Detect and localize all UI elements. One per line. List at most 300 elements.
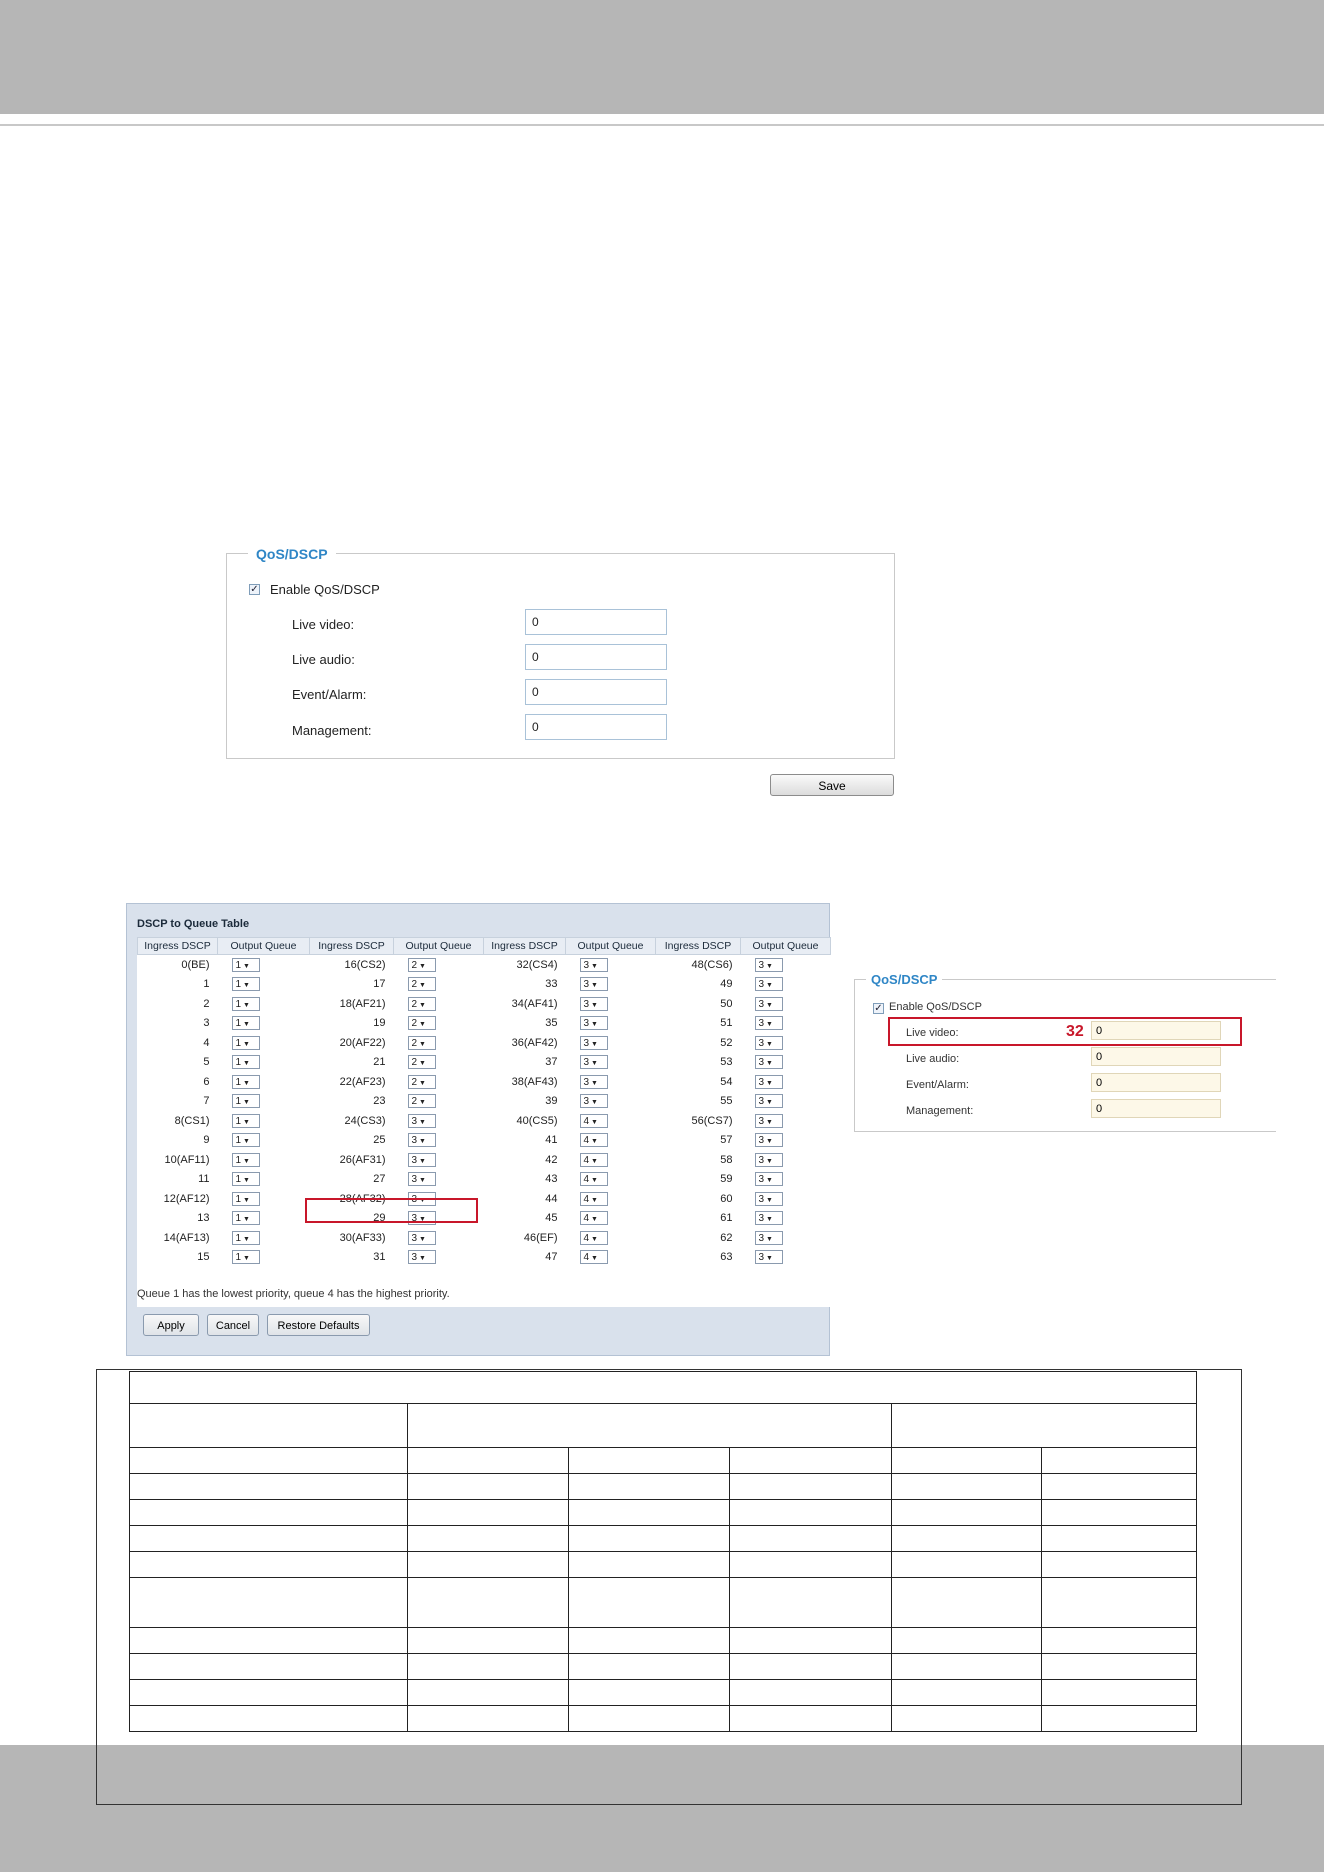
output-queue-select[interactable] — [232, 1133, 260, 1147]
header-band — [0, 0, 1324, 114]
output-queue-value: 4 — [583, 1174, 590, 1186]
output-queue-select[interactable] — [580, 1055, 608, 1069]
output-queue-value: 3 — [758, 1076, 765, 1088]
ingress-dscp-cell: 7 — [203, 1095, 210, 1108]
output-queue-cell — [566, 1150, 656, 1170]
output-queue-select[interactable] — [755, 1211, 783, 1225]
output-queue-cell — [741, 1111, 831, 1131]
output-queue-cell — [394, 1092, 484, 1112]
ingress-dscp-cell: 30(AF33) — [339, 1231, 386, 1244]
output-queue-select[interactable] — [232, 1172, 260, 1186]
output-queue-select[interactable] — [408, 1153, 436, 1167]
table-row — [130, 1372, 1197, 1404]
table-row — [130, 1404, 1197, 1448]
output-queue-value: 2 — [411, 1096, 418, 1108]
ingress-dscp-cell: 55 — [720, 1095, 733, 1108]
output-queue-select[interactable] — [755, 997, 783, 1011]
dropdown-arrow-icon: ▼ — [241, 1118, 250, 1126]
table-cell — [130, 1552, 408, 1578]
output-queue-cell — [566, 955, 656, 975]
apply-button[interactable]: Apply — [143, 1314, 199, 1336]
output-queue-value: 1 — [235, 979, 242, 991]
output-queue-value: 3 — [411, 1174, 418, 1186]
output-queue-select[interactable] — [580, 1172, 608, 1186]
output-queue-cell — [566, 1209, 656, 1229]
table-cell — [130, 1372, 1197, 1404]
output-queue-select[interactable] — [408, 1094, 436, 1108]
dropdown-arrow-icon: ▼ — [241, 1235, 250, 1243]
ingress-dscp-cell: 5 — [203, 1056, 210, 1069]
ingress-dscp-cell: 2 — [203, 997, 210, 1010]
dropdown-arrow-icon: ▼ — [589, 1079, 598, 1087]
ingress-dscp-cell: 14(AF13) — [163, 1231, 210, 1244]
output-queue-select[interactable] — [755, 1192, 783, 1206]
dscp-table-row — [138, 1150, 831, 1170]
dscp-table-row — [138, 1228, 831, 1248]
output-queue-select[interactable] — [232, 1016, 260, 1030]
dscp-table-row — [138, 1209, 831, 1229]
dropdown-arrow-icon: ▼ — [764, 1060, 773, 1068]
output-queue-select[interactable] — [755, 1036, 783, 1050]
header-output-queue: Output Queue — [394, 938, 484, 955]
dropdown-arrow-icon: ▼ — [417, 1196, 426, 1204]
output-queue-cell — [741, 1072, 831, 1092]
output-queue-value: 1 — [235, 1154, 242, 1166]
output-queue-value: 3 — [411, 1135, 418, 1147]
output-queue-cell — [218, 994, 310, 1014]
output-queue-value: 3 — [583, 1037, 590, 1049]
live-video-label-small: Live video: — [906, 1027, 959, 1039]
enable-qos-checkbox[interactable] — [249, 584, 260, 595]
table-cell — [569, 1578, 730, 1628]
ingress-dscp-cell: 23 — [373, 1095, 386, 1108]
output-queue-value: 3 — [758, 1135, 765, 1147]
dropdown-arrow-icon: ▼ — [764, 982, 773, 990]
ingress-dscp-cell: 9 — [203, 1134, 210, 1147]
table-cell — [1042, 1578, 1197, 1628]
dropdown-arrow-icon: ▼ — [241, 1021, 250, 1029]
event-alarm-label: Event/Alarm: — [292, 687, 367, 702]
output-queue-value: 2 — [411, 979, 418, 991]
output-queue-select[interactable] — [232, 1231, 260, 1245]
ingress-dscp-cell: 22(AF23) — [339, 1075, 386, 1088]
dropdown-arrow-icon: ▼ — [764, 1021, 773, 1029]
event-alarm-input[interactable] — [525, 679, 667, 705]
output-queue-select[interactable] — [232, 1075, 260, 1089]
output-queue-select[interactable] — [580, 1153, 608, 1167]
output-queue-value: 2 — [411, 1037, 418, 1049]
output-queue-select[interactable] — [232, 1055, 260, 1069]
output-queue-cell — [394, 1053, 484, 1073]
dropdown-arrow-icon: ▼ — [241, 1001, 250, 1009]
table-cell — [892, 1680, 1042, 1706]
output-queue-value: 1 — [235, 1213, 242, 1225]
output-queue-cell — [394, 1150, 484, 1170]
output-queue-select[interactable] — [408, 958, 436, 972]
output-queue-select[interactable] — [580, 1094, 608, 1108]
ingress-dscp-cell: 39 — [545, 1095, 558, 1108]
table-cell — [730, 1706, 892, 1732]
header-ingress-dscp: Ingress DSCP — [138, 938, 218, 955]
table-cell — [1042, 1706, 1197, 1732]
table-cell — [408, 1526, 569, 1552]
dropdown-arrow-icon: ▼ — [417, 1216, 426, 1224]
output-queue-select[interactable] — [408, 1036, 436, 1050]
output-queue-cell — [218, 1170, 310, 1190]
event-alarm-input-small[interactable] — [1091, 1073, 1221, 1092]
output-queue-value: 3 — [583, 998, 590, 1010]
output-queue-select[interactable] — [232, 1036, 260, 1050]
output-queue-select[interactable] — [580, 958, 608, 972]
output-queue-select[interactable] — [755, 1133, 783, 1147]
dscp-table-row — [138, 955, 831, 975]
management-input[interactable] — [525, 714, 667, 740]
highlight-28-af32 — [305, 1198, 478, 1223]
dscp-table-row — [138, 1033, 831, 1053]
output-queue-value: 1 — [235, 1057, 242, 1069]
output-queue-select[interactable] — [580, 1250, 608, 1264]
ingress-dscp-cell: 60 — [720, 1192, 733, 1205]
output-queue-select[interactable] — [755, 977, 783, 991]
output-queue-select[interactable] — [408, 1114, 436, 1128]
output-queue-select[interactable] — [755, 1231, 783, 1245]
output-queue-cell — [741, 1170, 831, 1190]
output-queue-cell — [394, 1228, 484, 1248]
output-queue-select[interactable] — [755, 1153, 783, 1167]
dropdown-arrow-icon: ▼ — [589, 1255, 598, 1263]
dropdown-arrow-icon: ▼ — [241, 1177, 250, 1185]
ingress-dscp-cell: 45 — [545, 1212, 558, 1225]
ingress-dscp-cell: 47 — [545, 1251, 558, 1264]
output-queue-cell — [741, 1131, 831, 1151]
table-cell — [730, 1654, 892, 1680]
table-cell — [408, 1680, 569, 1706]
output-queue-value: 1 — [235, 1076, 242, 1088]
output-queue-value: 3 — [758, 979, 765, 991]
output-queue-select[interactable] — [580, 1231, 608, 1245]
output-queue-select[interactable] — [232, 977, 260, 991]
output-queue-value: 2 — [411, 1018, 418, 1030]
ingress-dscp-cell: 31 — [373, 1251, 386, 1264]
output-queue-value: 3 — [758, 1193, 765, 1205]
table-cell — [130, 1654, 408, 1680]
table-cell — [130, 1500, 408, 1526]
output-queue-cell — [566, 994, 656, 1014]
cancel-button[interactable]: Cancel — [207, 1314, 259, 1336]
table-cell — [130, 1706, 408, 1732]
table-cell — [408, 1552, 569, 1578]
management-label: Management: — [292, 723, 372, 738]
dropdown-arrow-icon: ▼ — [764, 1099, 773, 1107]
dropdown-arrow-icon: ▼ — [764, 1001, 773, 1009]
dropdown-arrow-icon: ▼ — [589, 1138, 598, 1146]
ingress-dscp-cell: 8(CS1) — [174, 1114, 210, 1127]
enable-qos-label-small: Enable QoS/DSCP — [889, 1001, 982, 1013]
dscp-table-title: DSCP to Queue Table — [137, 918, 250, 930]
output-queue-select[interactable] — [755, 1250, 783, 1264]
dscp-table-row — [138, 1072, 831, 1092]
output-queue-select[interactable] — [232, 1211, 260, 1225]
output-queue-cell — [566, 1111, 656, 1131]
output-queue-value: 3 — [758, 1096, 765, 1108]
output-queue-value: 1 — [235, 1096, 242, 1108]
dropdown-arrow-icon: ▼ — [241, 1079, 250, 1087]
output-queue-select[interactable] — [580, 1016, 608, 1030]
table-cell — [1042, 1526, 1197, 1552]
output-queue-select[interactable] — [232, 997, 260, 1011]
output-queue-select[interactable] — [408, 997, 436, 1011]
table-cell — [408, 1654, 569, 1680]
table-cell — [892, 1448, 1042, 1474]
ingress-dscp-cell: 33 — [545, 978, 558, 991]
output-queue-value: 3 — [411, 1193, 418, 1205]
dropdown-arrow-icon: ▼ — [589, 1040, 598, 1048]
table-cell — [1042, 1654, 1197, 1680]
dropdown-arrow-icon: ▼ — [589, 1157, 598, 1165]
live-audio-input-small[interactable] — [1091, 1047, 1221, 1066]
table-row — [130, 1526, 1197, 1552]
table-row — [130, 1500, 1197, 1526]
output-queue-cell — [741, 975, 831, 995]
output-queue-select[interactable] — [755, 1172, 783, 1186]
output-queue-cell — [741, 1053, 831, 1073]
ingress-dscp-cell: 48(CS6) — [691, 958, 733, 971]
output-queue-cell — [741, 1248, 831, 1268]
output-queue-cell — [394, 1033, 484, 1053]
ingress-dscp-cell: 1 — [203, 978, 210, 991]
header-rule — [0, 124, 1324, 126]
output-queue-value: 3 — [583, 1096, 590, 1108]
live-audio-input[interactable] — [525, 644, 667, 670]
restore-defaults-button[interactable]: Restore Defaults — [267, 1314, 370, 1336]
ingress-dscp-cell: 43 — [545, 1173, 558, 1186]
output-queue-value: 1 — [235, 1193, 242, 1205]
output-queue-select[interactable] — [755, 1016, 783, 1030]
save-button[interactable]: Save — [770, 774, 894, 796]
dropdown-arrow-icon: ▼ — [589, 982, 598, 990]
output-queue-select[interactable] — [580, 1211, 608, 1225]
output-queue-cell — [394, 994, 484, 1014]
table-cell — [569, 1706, 730, 1732]
table-cell — [892, 1706, 1042, 1732]
output-queue-select[interactable] — [580, 1036, 608, 1050]
table-cell — [1042, 1474, 1197, 1500]
ingress-dscp-cell: 41 — [545, 1134, 558, 1147]
output-queue-cell — [218, 1131, 310, 1151]
dropdown-arrow-icon: ▼ — [417, 1177, 426, 1185]
dropdown-arrow-icon: ▼ — [241, 1216, 250, 1224]
dropdown-arrow-icon: ▼ — [417, 1099, 426, 1107]
output-queue-select[interactable] — [408, 1055, 436, 1069]
dropdown-arrow-icon: ▼ — [764, 1255, 773, 1263]
table-cell — [730, 1680, 892, 1706]
output-queue-cell — [741, 1092, 831, 1112]
output-queue-value: 2 — [411, 1076, 418, 1088]
table-cell — [130, 1448, 408, 1474]
table-cell — [892, 1474, 1042, 1500]
output-queue-value: 3 — [411, 1252, 418, 1264]
output-queue-value: 3 — [758, 1154, 765, 1166]
dropdown-arrow-icon: ▼ — [417, 1138, 426, 1146]
output-queue-select[interactable] — [580, 977, 608, 991]
qos-dscp-legend: QoS/DSCP — [248, 546, 336, 562]
ingress-dscp-cell: 4 — [203, 1036, 210, 1049]
table-cell — [408, 1474, 569, 1500]
output-queue-select[interactable] — [755, 958, 783, 972]
output-queue-select[interactable] — [580, 1192, 608, 1206]
output-queue-cell — [566, 1131, 656, 1151]
output-queue-select[interactable] — [580, 1075, 608, 1089]
table-row — [130, 1706, 1197, 1732]
output-queue-value: 1 — [235, 998, 242, 1010]
table-cell — [892, 1500, 1042, 1526]
dropdown-arrow-icon: ▼ — [241, 982, 250, 990]
output-queue-select[interactable] — [408, 977, 436, 991]
output-queue-cell — [566, 1189, 656, 1209]
table-cell — [408, 1448, 569, 1474]
ingress-dscp-cell: 35 — [545, 1017, 558, 1030]
output-queue-value: 4 — [583, 1154, 590, 1166]
header-output-queue: Output Queue — [741, 938, 831, 955]
output-queue-cell — [218, 955, 310, 975]
output-queue-select[interactable] — [755, 1055, 783, 1069]
output-queue-select[interactable] — [755, 1075, 783, 1089]
output-queue-select[interactable] — [580, 1114, 608, 1128]
output-queue-cell — [218, 1248, 310, 1268]
output-queue-cell — [218, 1111, 310, 1131]
table-cell — [569, 1654, 730, 1680]
dropdown-arrow-icon: ▼ — [241, 1138, 250, 1146]
ingress-dscp-cell: 49 — [720, 978, 733, 991]
output-queue-cell — [394, 1131, 484, 1151]
ingress-dscp-cell: 16(CS2) — [344, 958, 386, 971]
ingress-dscp-cell: 62 — [720, 1231, 733, 1244]
output-queue-value: 1 — [235, 1115, 242, 1127]
qos-dscp-legend-small: QoS/DSCP — [866, 972, 942, 987]
output-queue-select[interactable] — [755, 1114, 783, 1128]
header-output-queue: Output Queue — [566, 938, 656, 955]
output-queue-value: 2 — [411, 998, 418, 1010]
output-queue-select[interactable] — [232, 1250, 260, 1264]
output-queue-cell — [566, 1033, 656, 1053]
output-queue-select[interactable] — [755, 1094, 783, 1108]
output-queue-select[interactable] — [232, 1114, 260, 1128]
output-queue-select[interactable] — [232, 958, 260, 972]
table-cell — [892, 1404, 1197, 1448]
output-queue-cell — [741, 1150, 831, 1170]
ingress-dscp-cell: 20(AF22) — [339, 1036, 386, 1049]
output-queue-select[interactable] — [408, 1231, 436, 1245]
table-cell — [569, 1500, 730, 1526]
ingress-dscp-cell: 37 — [545, 1056, 558, 1069]
dropdown-arrow-icon: ▼ — [417, 1060, 426, 1068]
dscp-table-row — [138, 1092, 831, 1112]
ingress-dscp-cell: 32(CS4) — [516, 958, 558, 971]
ingress-dscp-cell: 13 — [197, 1212, 210, 1225]
dscp-table-row — [138, 1014, 831, 1034]
dscp-table-row — [138, 1189, 831, 1209]
output-queue-cell — [218, 975, 310, 995]
dropdown-arrow-icon: ▼ — [764, 1138, 773, 1146]
output-queue-select[interactable] — [232, 1094, 260, 1108]
management-input-small[interactable] — [1091, 1099, 1221, 1118]
ingress-dscp-cell: 29 — [373, 1212, 386, 1225]
output-queue-value: 3 — [583, 1057, 590, 1069]
output-queue-select[interactable] — [232, 1192, 260, 1206]
output-queue-value: 3 — [583, 1076, 590, 1088]
output-queue-select[interactable] — [580, 1133, 608, 1147]
output-queue-select[interactable] — [408, 1250, 436, 1264]
dropdown-arrow-icon: ▼ — [417, 962, 426, 970]
live-video-input[interactable] — [525, 609, 667, 635]
ingress-dscp-cell: 10(AF11) — [164, 1153, 210, 1166]
table-cell — [1042, 1448, 1197, 1474]
output-queue-cell — [741, 1228, 831, 1248]
output-queue-select[interactable] — [580, 997, 608, 1011]
live-audio-label: Live audio: — [292, 652, 355, 667]
table-cell — [130, 1474, 408, 1500]
ingress-dscp-cell: 26(AF31) — [339, 1153, 386, 1166]
ingress-dscp-cell: 24(CS3) — [344, 1114, 386, 1127]
output-queue-value: 3 — [411, 1115, 418, 1127]
table-cell — [130, 1628, 408, 1654]
table-cell — [408, 1706, 569, 1732]
dropdown-arrow-icon: ▼ — [764, 1157, 773, 1165]
table-cell — [892, 1578, 1042, 1628]
dropdown-arrow-icon: ▼ — [241, 1060, 250, 1068]
output-queue-value: 2 — [411, 959, 418, 971]
header-ingress-dscp: Ingress DSCP — [310, 938, 394, 955]
dropdown-arrow-icon: ▼ — [764, 1216, 773, 1224]
table-cell — [130, 1578, 408, 1628]
dropdown-arrow-icon: ▼ — [589, 962, 598, 970]
table-cell — [730, 1526, 892, 1552]
table-cell — [1042, 1500, 1197, 1526]
dropdown-arrow-icon: ▼ — [764, 1235, 773, 1243]
enable-qos-checkbox-small[interactable] — [873, 1003, 884, 1014]
table-cell — [730, 1500, 892, 1526]
output-queue-select[interactable] — [408, 1075, 436, 1089]
ingress-dscp-cell: 59 — [720, 1173, 733, 1186]
dropdown-arrow-icon: ▼ — [589, 1099, 598, 1107]
enable-qos-label: Enable QoS/DSCP — [270, 582, 380, 597]
output-queue-value: 1 — [235, 959, 242, 971]
output-queue-select[interactable] — [232, 1153, 260, 1167]
table-cell — [730, 1474, 892, 1500]
dropdown-arrow-icon: ▼ — [241, 1196, 250, 1204]
ingress-dscp-cell: 52 — [720, 1036, 733, 1049]
ingress-dscp-cell: 28(AF32) — [339, 1192, 386, 1205]
ingress-dscp-cell: 21 — [373, 1056, 386, 1069]
dropdown-arrow-icon: ▼ — [417, 1001, 426, 1009]
output-queue-value: 3 — [758, 1252, 765, 1264]
table-cell — [569, 1680, 730, 1706]
output-queue-cell — [218, 1033, 310, 1053]
output-queue-select[interactable] — [408, 1016, 436, 1030]
dropdown-arrow-icon: ▼ — [417, 1157, 426, 1165]
ingress-dscp-cell: 58 — [720, 1153, 733, 1166]
dropdown-arrow-icon: ▼ — [417, 1040, 426, 1048]
output-queue-select[interactable] — [408, 1133, 436, 1147]
output-queue-select[interactable] — [408, 1172, 436, 1186]
ingress-dscp-cell: 17 — [373, 978, 386, 991]
header-ingress-dscp: Ingress DSCP — [484, 938, 566, 955]
ingress-dscp-cell: 36(AF42) — [511, 1036, 558, 1049]
output-queue-cell — [394, 1014, 484, 1034]
dropdown-arrow-icon: ▼ — [764, 1040, 773, 1048]
output-queue-value: 3 — [583, 959, 590, 971]
output-queue-value: 3 — [758, 1213, 765, 1225]
